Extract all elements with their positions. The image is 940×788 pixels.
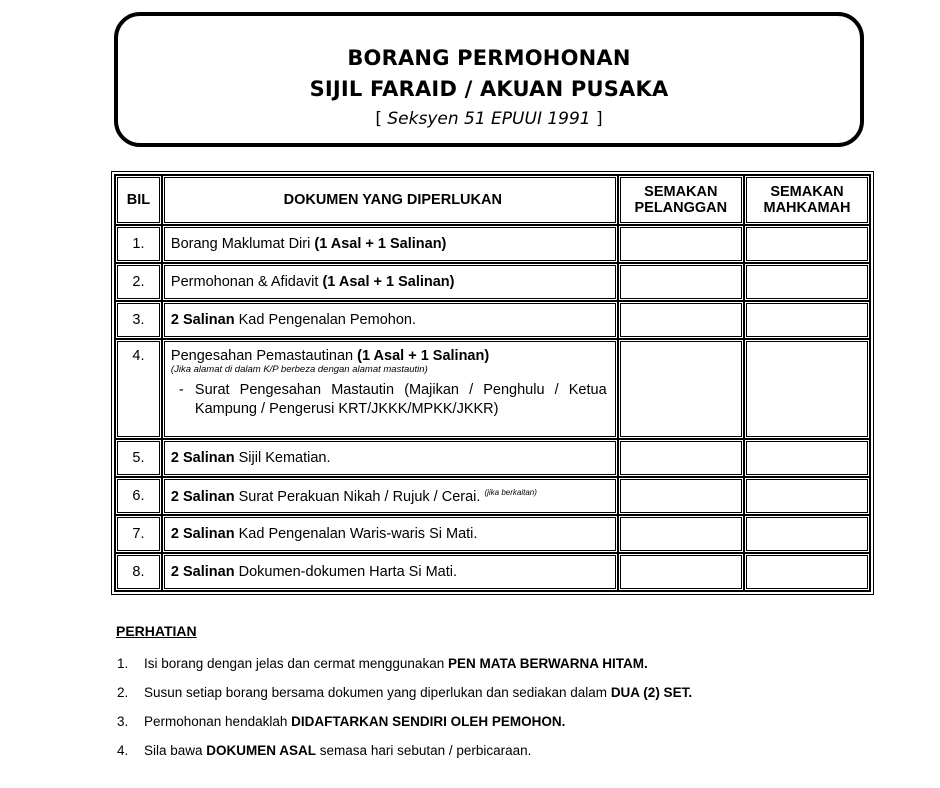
table-row <box>115 301 870 339</box>
list-item: 4. Sila bawa DOKUMEN ASAL semasa hari sebutan / perbicaraan. <box>117 743 532 758</box>
row-number: 7. <box>115 515 162 553</box>
check-mahkamah-cell[interactable] <box>744 553 870 591</box>
perhatian-heading: PERHATIAN <box>116 623 197 639</box>
form-subtitle: [ Seksyen 51 EPUUI 1991 ] <box>375 109 603 129</box>
header-semakan-mahkamah: SEMAKAN MAHKAMAH <box>744 175 870 225</box>
row-number: 8. <box>115 553 162 591</box>
table-row <box>115 477 870 515</box>
documents-table <box>114 174 871 592</box>
check-pelanggan-cell[interactable] <box>618 515 744 553</box>
check-pelanggan-cell[interactable] <box>618 339 744 439</box>
check-pelanggan-cell[interactable] <box>618 553 744 591</box>
row-number: 3. <box>115 301 162 339</box>
table-row <box>115 339 870 439</box>
check-mahkamah-cell[interactable] <box>744 477 870 515</box>
row-superscript-note: (jika berkaitan) <box>484 487 537 497</box>
check-mahkamah-cell[interactable] <box>744 301 870 339</box>
row-number: 4. <box>115 339 162 439</box>
row-number: 5. <box>115 439 162 477</box>
list-item: 3. Permohonan hendaklah DIDAFTARKAN SENDIRI OLEH PEMOHON. <box>117 714 566 729</box>
table-row <box>115 553 870 591</box>
table-row <box>115 439 870 477</box>
check-mahkamah-cell[interactable] <box>744 225 870 263</box>
row-number: 1. <box>115 225 162 263</box>
header-dokumen: DOKUMEN YANG DIPERLUKAN <box>162 175 618 225</box>
perhatian-list <box>117 656 692 772</box>
form-title-box <box>114 12 864 147</box>
row-note: (Jika alamat di dalam K/P berbeza dengan alamat mastautin) <box>170 364 428 375</box>
row-document: 2 Salinan Kad Pengenalan Waris-waris Si Mati. <box>162 515 618 553</box>
check-pelanggan-cell[interactable] <box>618 225 744 263</box>
check-pelanggan-cell[interactable] <box>618 301 744 339</box>
table-row <box>115 515 870 553</box>
list-item: 2. Susun setiap borang bersama dokumen yang diperlukan dan sediakan dalam DUA (2) SET. <box>117 685 693 700</box>
form-title-line2: SIJIL FARAID / AKUAN PUSAKA <box>309 77 669 101</box>
table-row <box>115 225 870 263</box>
row-document: 2 Salinan Surat Perakuan Nikah / Rujuk / Cerai. $^{(jika berkaitan)}$ <box>162 477 618 515</box>
row-document: Borang Maklumat Diri (1 Asal + 1 Salinan) <box>162 225 618 263</box>
check-mahkamah-cell[interactable] <box>744 263 870 301</box>
row-subitem: - Surat Pengesahan Mastautin (Majikan / Penghulu / Ketua Kampung / Pengerusi KRT/JKKK/MPKK/JKKR) <box>178 382 607 417</box>
check-mahkamah-cell[interactable] <box>744 515 870 553</box>
row-document: Pengesahan Pemastautinan (1 Asal + 1 Salinan) (Jika alamat di dalam K/P berbeza dengan alamat mastautin) - Surat Pengesahan Mastautin (Majikan / Penghulu / Ketua Kampung / Pengerusi KRT/JKKK/MPKK/JKKR) <box>162 339 618 439</box>
check-pelanggan-cell[interactable] <box>618 477 744 515</box>
header-semakan-pelanggan: SEMAKAN PELANGGAN <box>618 175 744 225</box>
check-mahkamah-cell[interactable] <box>744 439 870 477</box>
check-pelanggan-cell[interactable] <box>618 439 744 477</box>
row-number: 2. <box>115 263 162 301</box>
form-title-line1: BORANG PERMOHONAN <box>347 46 631 70</box>
row-document: 2 Salinan Dokumen-dokumen Harta Si Mati. <box>162 553 618 591</box>
check-mahkamah-cell[interactable] <box>744 339 870 439</box>
row-document: Permohonan & Afidavit (1 Asal + 1 Salinan) <box>162 263 618 301</box>
check-pelanggan-cell[interactable] <box>618 263 744 301</box>
row-number: 6. <box>115 477 162 515</box>
list-item: 1. Isi borang dengan jelas dan cermat menggunakan PEN MATA BERWARNA HITAM. <box>117 656 648 671</box>
row-document: 2 Salinan Kad Pengenalan Pemohon. <box>162 301 618 339</box>
header-bil: BIL <box>115 175 162 225</box>
row-document: 2 Salinan Sijil Kematian. <box>162 439 618 477</box>
table-row <box>115 263 870 301</box>
table-header-row <box>115 175 870 225</box>
